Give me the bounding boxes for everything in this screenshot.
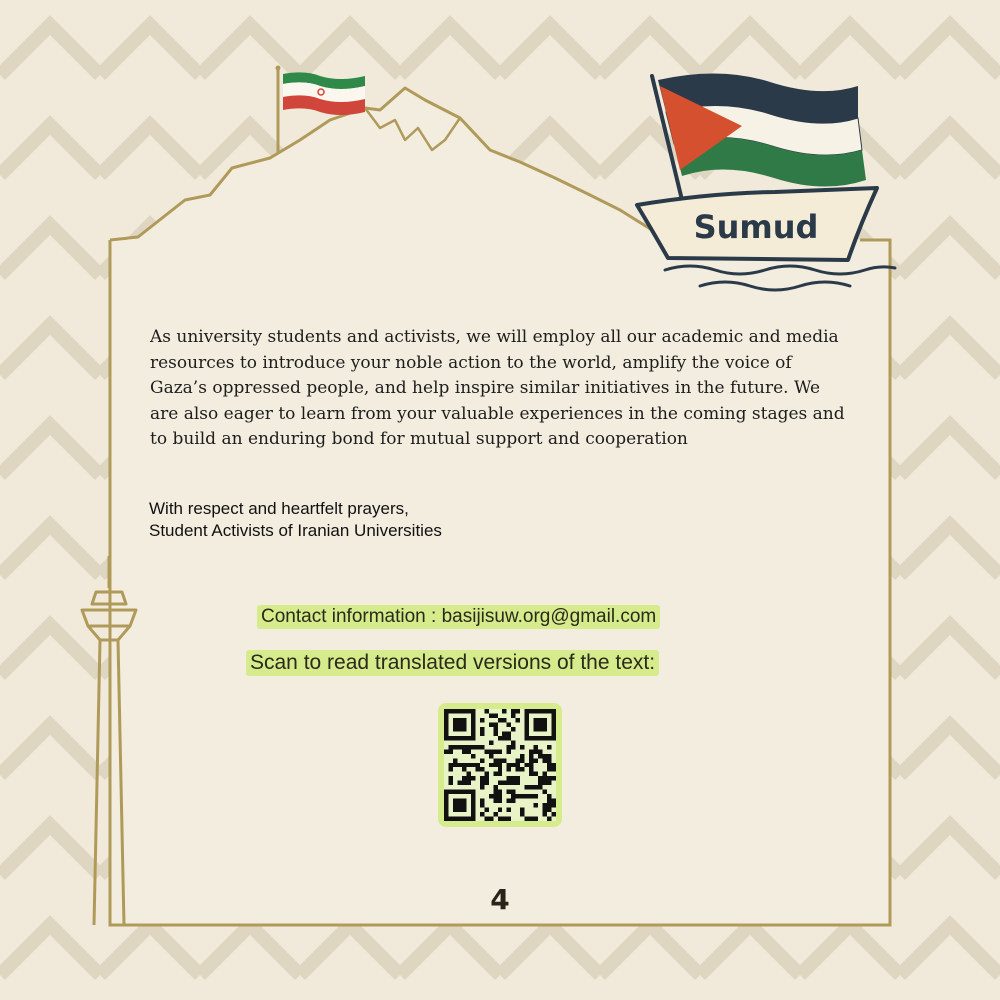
- palestine-flag-icon: [658, 73, 866, 186]
- signoff-signature: Student Activists of Iranian Universities: [149, 521, 442, 540]
- qr-code-icon: [444, 709, 556, 821]
- signoff: [149, 498, 649, 542]
- boat-label: Sumud: [693, 208, 819, 246]
- contact-information[interactable]: Contact information : basijisuw.org@gmail.com: [257, 605, 660, 629]
- signoff-greeting: With respect and heartfelt prayers,: [149, 499, 409, 518]
- letter-body: As university students and activists, we will employ all our academic and media resources to introduce your noble action to the world, amplify the voice of Gaza’s oppressed people, and help inspire similar initiatives in the future. We are also eager to learn from your valuable experiences in the coming stages and to build an enduring bond for mutual support and cooperation: [150, 327, 845, 449]
- qr-code[interactable]: [438, 703, 562, 827]
- scan-instruction: Scan to read translated versions of the text:: [246, 650, 659, 676]
- page-number: 4: [490, 883, 510, 916]
